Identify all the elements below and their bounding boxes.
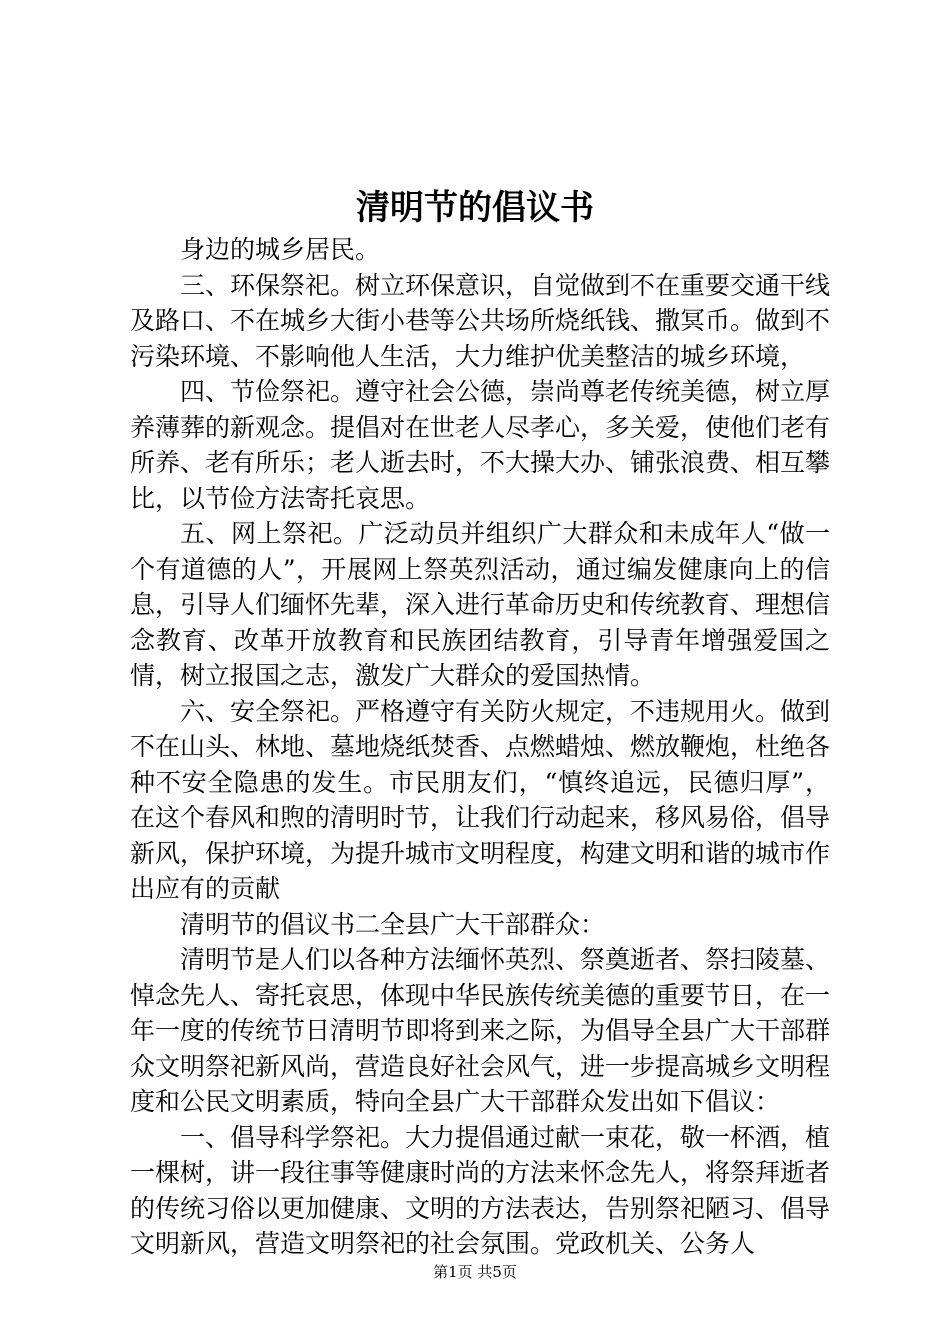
document-title: 清明节的倡议书 [356, 188, 594, 228]
paragraph: 五、网上祭祀。广泛动员并组织广大群众和未成年人“做一个有道德的人”，开展网上祭英烈活动，通过编发健康向上的信息，引导人们缅怀先辈，深入进行革命历史和传统教育、理想信念教育、改革开放教育和民族团结教育，引导青年增强爱国之情，树立报国之志，激发广大群众的爱国热情。 [130, 519, 831, 690]
paragraph: 六、安全祭祀。严格遵守有关防火规定，不违规用火。做到不在山头、林地、墓地烧纸焚香、点燃蜡烛、燃放鞭炮，杜绝各种不安全隐患的发生。市民朋友们，“慎终追远，民德归厚”，在这个春风和煦的清明时节，让我们行动起来，移风易俗，倡导新风，保护环境，为提升城市文明程度，构建文明和谐的城市作出应有的贡献 [130, 696, 831, 903]
page-footer: 第1页 共5页 [433, 1263, 517, 1281]
paragraph: 清明节是人们以各种方法缅怀英烈、祭奠逝者、祭扫陵墓、悼念先人、寄托哀思，体现中华民族传统美德的重要节日，在一年一度的传统节日清明节即将到来之际，为倡导全县广大干部群众文明祭祀新风尚，营造良好社会风气，进一步提高城乡文明程度和公民文明素质，特向全县广大干部群众发出如下倡议： [130, 945, 831, 1116]
paragraph: 三、环保祭祀。树立环保意识，自觉做到不在重要交通干线及路口、不在城乡大街小巷等公共场所烧纸钱、撒冥币。做到不污染环境、不影响他人生活，大力维护优美整洁的城乡环境， [130, 270, 831, 371]
paragraph: 清明节的倡议书二全县广大干部群众： [180, 909, 606, 939]
paragraph: 一、倡导科学祭祀。大力提倡通过献一束花，敬一杯酒，植一棵树，讲一段往事等健康时尚的方法来怀念先人，将祭拜逝者的传统习俗以更加健康、文明的方法表达，告别祭祀陋习、倡导文明新风，营造文明祭祀的社会氛围。党政机关、公务人 [130, 1122, 831, 1258]
document-body [130, 232, 830, 1262]
paragraph: 身边的城乡居民。 [180, 235, 381, 264]
paragraph: 四、节俭祭祀。遵守社会公德，崇尚尊老传统美德，树立厚养薄葬的新观念。提倡对在世老人尽孝心，多关爱，使他们老有所养、老有所乐；老人逝去时，不大操大办、铺张浪费、相互攀比，以节俭方法寄托哀思。 [130, 377, 831, 513]
